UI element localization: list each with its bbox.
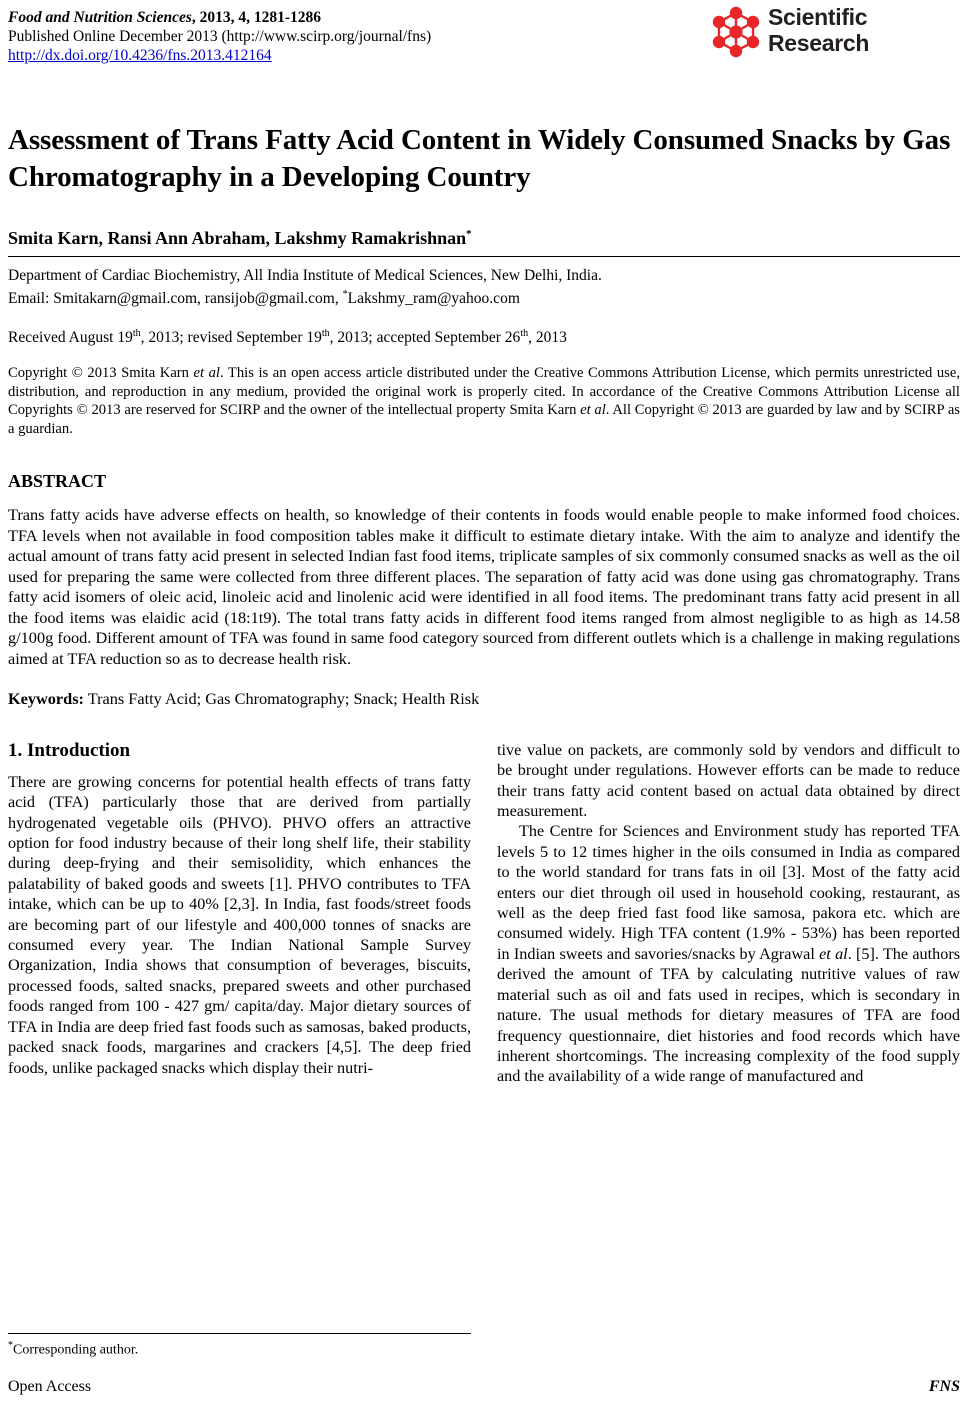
page-footer	[8, 1378, 960, 1396]
affiliation-line: Department of Cardiac Biochemistry, All India Institute of Medical Sciences, New Delhi, India.	[8, 267, 602, 284]
left-column	[8, 740, 471, 1087]
section-heading-introduction: 1. Introduction	[8, 739, 131, 761]
publisher-name	[768, 4, 869, 56]
intro-paragraph-1: There are growing concerns for potential health effects of trans fatty acid (TFA) particularly those that are derived from partially hydrogenated vegetable oils (PHVO). PHVO offers an attractive option for food industry because of their long shelf life, their stability during deep-frying and their semisolidity, which enhances the palatability of baked goods and sweets [1]. PHVO contributes to TFA intake, which can be up to 40% [2,3]. In India, fast foods/street foods are becoming part of our lifestyle and 400,000 tonnes of snacks are consumed every year. The Indian National Sample Survey Organization, India shows that consumption of beverages, biscuits, processed foods, salted snacks, prepared sweets and other purchased foods ranged from 100 - 427 gm/ capita/day. Major dietary sources of TFA in India are deep fried fast foods such as samosas, baked products, packed snack foods, margarines and crackers [4,5]. The deep fried foods, unlike packaged snacks which display their nutri-	[8, 772, 471, 1077]
affiliation-block	[8, 266, 960, 308]
keywords-label: Keywords:	[8, 689, 84, 709]
author-list	[8, 228, 960, 257]
copyright-notice	[8, 364, 960, 438]
journal-volume: , 2013, 4, 1281-1286	[191, 9, 322, 26]
abstract-body: Trans fatty acids have adverse effects on health, so knowledge of their contents in foods would enable people to make informed food choices. TFA levels when not available in food composition tables make it difficult to estimate dietary intake. With the aim to analyze and identify the actual amount of trans fatty acid present in selected Indian fast food items, triplicate samples of six commonly consumed snacks as well as the oil used for preparing the same were collected from three different places. The separation of fatty acid was done using gas chromatography. Trans fatty acid isomers of oleic acid, linoleic acid and linolenic acid were identified in all food items. The predominant trans fatty acid present in all the food items was elaidic acid (18:1t9). The total trans fatty acids in different food items ranged from almost negligible to as high as 14.58 g/100g food. Different amount of TFA was found in same food category sourced from different outlets which is a challenge in making regulations aimed at TFA reduction so as to decrease health risk.	[8, 505, 960, 668]
journal-name: Food and Nutrition Sciences	[8, 9, 192, 26]
intro-paragraph-continuation: tive value on packets, are commonly sold by vendors and difficult to be brought under regulations. However efforts can be made to reduce their trans fatty acid content based on actual data obtained by direct measurement.	[497, 740, 960, 821]
author-corresponding-marker: *	[466, 228, 472, 240]
doi-link[interactable]: http://dx.doi.org/10.4236/fns.2013.412164	[8, 47, 272, 64]
footnote-text: Corresponding author.	[13, 1342, 139, 1358]
intro-paragraph-2-etal: et al	[819, 944, 848, 963]
publisher-name-line1: Scientific	[768, 4, 868, 30]
published-online-line: Published Online December 2013 (http://www.scirp.org/journal/fns)	[8, 28, 432, 45]
email-line	[8, 285, 960, 308]
footnote-marker: *	[8, 1340, 13, 1351]
publication-dates	[8, 324, 960, 347]
intro-paragraph-2	[497, 821, 960, 1086]
email-prefix: Email: Smitakarn@gmail.com, ransijob@gmail.com,	[8, 290, 343, 308]
journal-abbreviation: FNS	[928, 1378, 960, 1395]
body-columns	[8, 740, 960, 1087]
author-names: Smita Karn, Ransi Ann Abraham, Lakshmy Ramakrishnan	[8, 228, 467, 248]
publisher-name-line2: Research	[768, 30, 870, 56]
intro-paragraph-2-part1: The Centre for Sciences and Environment study has reported TFA levels 5 to 12 times higher in the oils consumed in India as compared to the world standard for trans fats in oil [3]. Most of the fatty acid enters our diet through oil used in household cooking, restaurant, as well as the deep fried fast food like samosa, pakora etc. which are consumed widely. High TFA content (1.9% - 53%) has been reported in Indian sweets and savories/snacks by Agrawal	[497, 822, 960, 963]
revised-sup: th	[321, 328, 330, 340]
page-title: Assessment of Trans Fatty Acid Content in Widely Consumed Snacks by Gas Chromatography in a Developing Country	[8, 124, 951, 193]
accepted-sup: th	[520, 328, 529, 340]
accepted-label: , 2013; accepted September 26	[329, 329, 521, 347]
abstract-heading: ABSTRACT	[8, 471, 107, 492]
masthead	[8, 4, 960, 70]
received-sup: th	[132, 328, 141, 340]
revised-label: , 2013; revised September 19	[140, 329, 322, 347]
email-marker: *	[342, 289, 348, 300]
keywords-line	[8, 689, 960, 710]
copyright-text-2: . This is an open access article distributed under the Creative Commons Attribution License, which permits unrestricted use, distribution, and reproduction in any medium, provided the original work is properly cited. In accordance of the Creative Commons Attribution License all Copyrights © 2013 are reserved for SCIRP and the owner of the intellectual property Smita Karn	[8, 365, 960, 419]
dates-end: , 2013	[528, 329, 567, 347]
open-access-label: Open Access	[8, 1378, 92, 1395]
copyright-text-3: . All Copyright © 2013 are guarded by law and by SCIRP as a guardian.	[8, 402, 960, 437]
copyright-text-1: Copyright © 2013 Smita Karn	[8, 365, 194, 382]
copyright-etal-1: et al	[193, 365, 220, 382]
received-label: Received August 19	[8, 329, 133, 347]
email-suffix: Lakshmy_ram@yahoo.com	[347, 290, 520, 308]
copyright-etal-2: et al	[580, 402, 606, 419]
corresponding-author-footnote	[8, 1333, 471, 1359]
right-column	[497, 740, 960, 1087]
scirp-logo-icon	[710, 6, 762, 58]
publisher-logo	[710, 4, 960, 60]
keywords-value: Trans Fatty Acid; Gas Chromatography; Snack; Health Risk	[83, 689, 480, 709]
intro-paragraph-2-part2: . [5]. The authors derived the amount of TFA by calculating nutritive values of raw material such as oil and fats used in recipes, which is secondary in nature. The usual methods for dietary measures of TFA are food frequency questionnaire, diet histories and food records which have inherent shortcomings. The increasing complexity of the food supply and the availability of a wide range of manufactured and	[497, 944, 961, 1086]
